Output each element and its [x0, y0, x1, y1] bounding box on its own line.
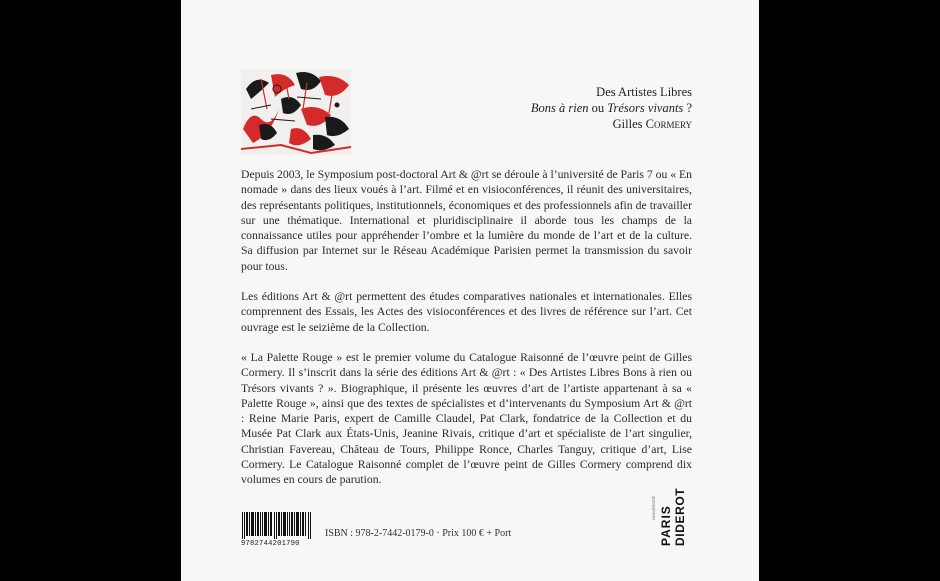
author-name: Gilles Cormery	[612, 117, 692, 131]
paris-diderot-logo	[651, 470, 697, 550]
logo-university-label: UNIVERSITÉ	[651, 495, 656, 520]
book-back-cover	[181, 0, 759, 581]
logo-paris: PARIS	[659, 505, 673, 546]
barcode-icon	[241, 512, 313, 539]
barcode	[241, 512, 313, 548]
paragraph-symposium: Depuis 2003, le Symposium post-doctoral Art & @rt se déroule à l’université de Paris 7 ou « En nomade » dans des lieux voués à l’art. Filmé et en visioconférences, il réunit des universitaires, des représentants politiques, institutionnels, économiques et des professionnels afin de travailler sur une thématique. International et pluridisciplinaire il aborde tous les champs de la connaissance utiles pour appréhender l’ombre et la lumière du monde de l’art et de la culture. Sa diffusion par Internet sur le Réseau Académique Parisien permet la transmission du savoir pour tous.	[241, 168, 692, 273]
isbn-price: ISBN : 978-2-7442-0179-0 · Prix 100 € + Port	[325, 528, 512, 539]
paragraph-editions: Les éditions Art & @rt permettent des études comparatives nationales et internationales. Elles comprennent des Essais, les Actes des visioconférences et des livres de référence sur l’art. Cet ouvrage est le seizième de la Collection.	[241, 290, 692, 334]
body-text	[241, 167, 692, 503]
paragraph-palette-rouge: « La Palette Rouge » est le premier volume du Catalogue Raisonné de l’œuvre peint de Gilles Cormery. Il s’inscrit dans la série des éditions Art & @rt : « Des Artistes Libres Bons à rien ou Trésors vivants ? ». Biographique, il présente les œuvres d’art de l’artiste appartenant à sa « Palette Rouge », ainsi que des textes de spécialistes et d’intervenants du Symposium Art & @rt : Reine Marie Paris, expert de Camille Claudel, Pat Clark, fondatrice de la Collection et du Musée Pat Clark aux États-Unis, Jeanine Rivais, critique d’art et spécialiste de l’art singulier, Christian Favereau, Château de Tours, Philippe Ronce, Charles Tanguy, critique d’art, Lise Cormery. Le Catalogue Raisonné complet de l’œuvre peint de Gilles Cormery comprend dix volumes en cours de parution.	[241, 350, 692, 487]
artwork-image	[241, 69, 351, 155]
book-subtitle: Bons à rien ou Trésors vivants ?	[530, 101, 692, 115]
barcode-number: 9782744201790	[241, 540, 300, 548]
title-block	[531, 84, 692, 132]
series-title: Des Artistes Libres	[596, 85, 692, 99]
logo-diderot: DIDEROT	[673, 487, 687, 546]
